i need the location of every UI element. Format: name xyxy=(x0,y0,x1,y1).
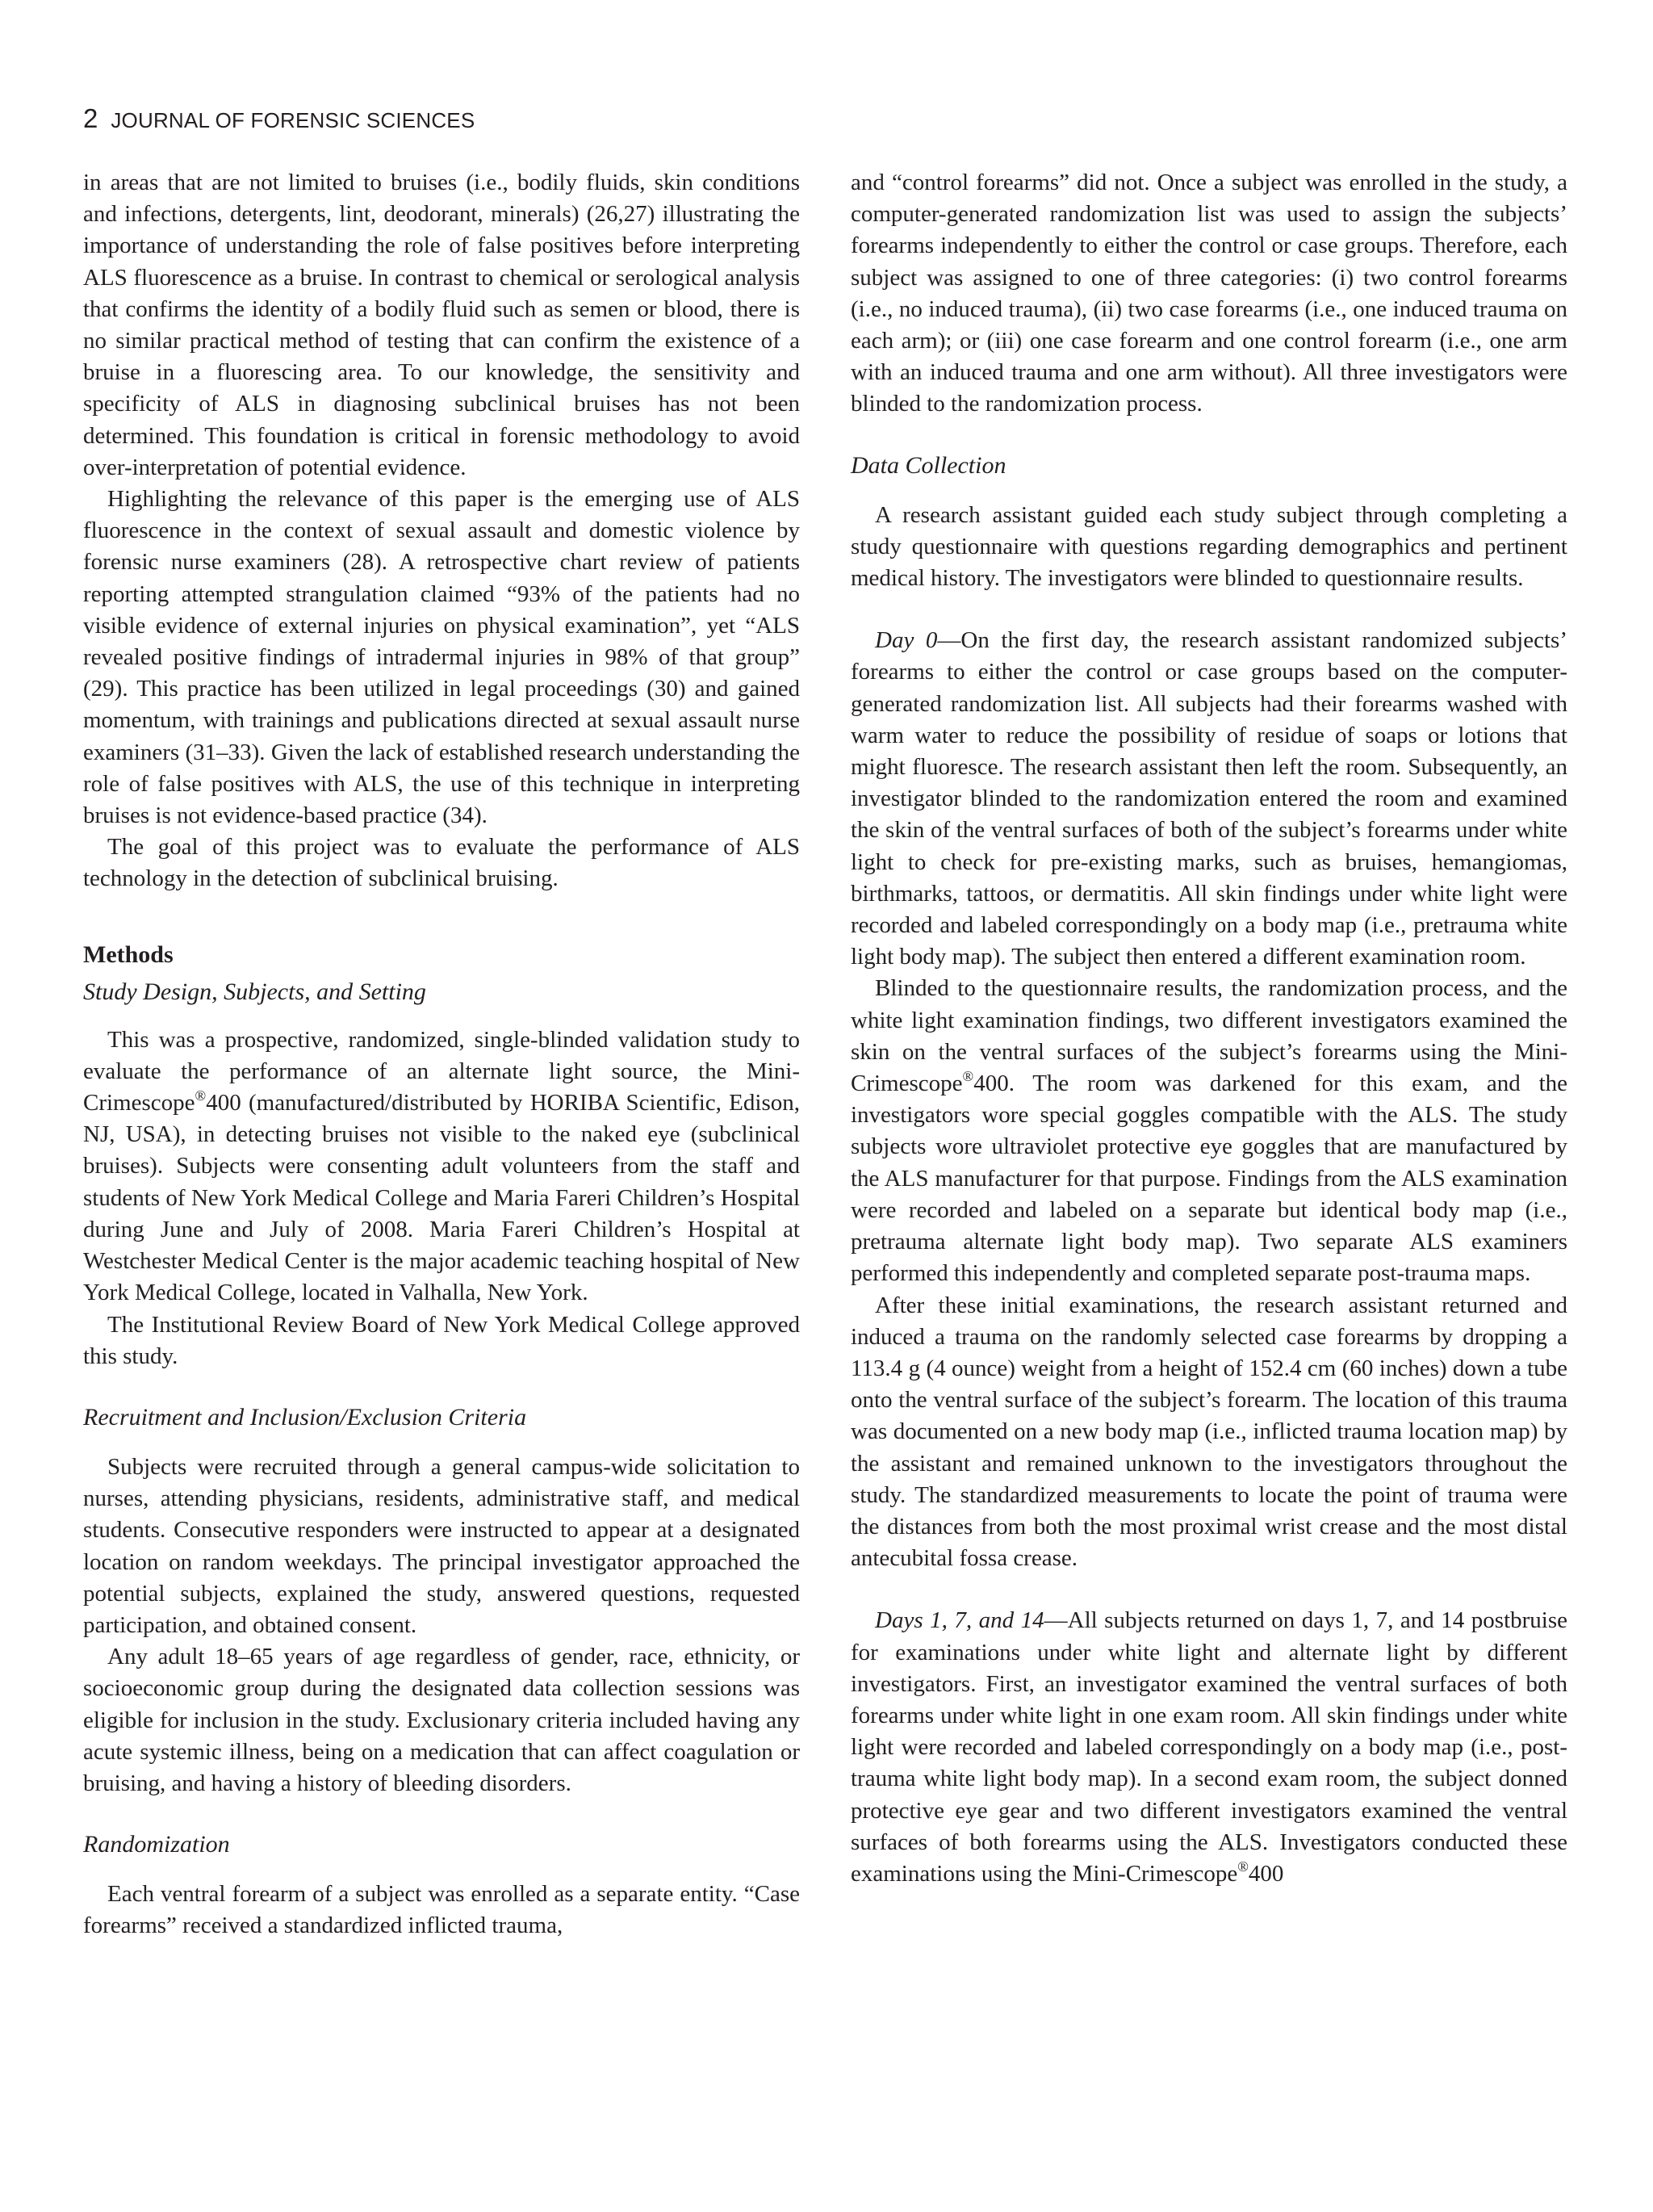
right-column xyxy=(851,167,1567,1890)
randomization-heading: Randomization xyxy=(83,1831,230,1858)
study-design-text-b: 400 (manufactured/distributed by HORIBA Scientific, Edison, NJ, USA), in detecting bruises not visible to the naked eye (subclinical bruises). Subjects were consenting adult volunteers from the staff and students of New York Medical College and Maria Fareri Children’s Hospital during June and July of 2008. Maria Fareri Children’s Hospital at Westchester Medical Center is the major academic teaching hospital of New York Medical College, located in Valhalla, New York. xyxy=(83,1090,800,1306)
day0-paragraph xyxy=(851,625,1567,973)
randomization-paragraph: Each ventral forearm of a subject was enrolled as a separate entity. “Case forearms” received a standardized inflicted trauma, xyxy=(83,1881,800,1939)
registered-mark: ® xyxy=(962,1068,974,1085)
registered-mark: ® xyxy=(195,1087,207,1104)
left-column xyxy=(83,167,800,1942)
study-design-heading: Study Design, Subjects, and Setting xyxy=(83,978,426,1005)
day0-label: Day 0 xyxy=(875,627,938,654)
intro-continued-paragraph: in areas that are not limited to bruises (i.e., bodily fluids, skin conditions and infections, detergents, lint, deodorant, minerals) (26,27) illustrating the importance of understanding the role of false positives before interpreting ALS fluorescence as a bruise. In contrast to chemical or serological analysis that confirms the identity of a bodily fluid such as semen or blood, there is no similar practical method of testing that can confirm the existence of a bruise in a fluorescing area. To our knowledge, the sensitivity and specificity of ALS in diagnosing subclinical bruises has not been determined. This foundation is critical in forensic methodology to avoid over-interpretation of potential evidence. xyxy=(83,170,800,480)
study-design-text-a: This was a prospective, randomized, single-blinded validation study to evaluate the performance of an alternate light source, the Mini-Crimescope xyxy=(83,1026,800,1116)
followup-days-text-a: —All subjects returned on days 1, 7, and 14 postbruise for examinations under white light and alternate light by different investigators. First, an investigator examined the ventral surfaces of both forearms under white light in one exam room. All skin findings under white light were recorded and labeled correspondingly on a body map (i.e., post-trauma white light body map). In a second exam room, the subject donned protective eye gear and two different investigators examined the ventral surfaces of both forearms using the ALS. Investigators conducted these examinations using the Mini-Crimescope xyxy=(851,1607,1568,1887)
methods-heading: Methods xyxy=(83,941,174,968)
day0-text: —On the first day, the research assistant randomized subjects’ forearms to either the control or case groups based on the computer-generated randomization list. All subjects had their forearms washed with warm water to reduce the possibility of residue of soaps or lotions that might fluoresce. The research assistant then left the room. Subsequently, an investigator blinded to the randomization entered the room and examined the skin of the ventral surfaces of both of the subject’s forearms under white light to check for pre-existing marks, such as bruises, hemangiomas, birthmarks, tattoos, or dermatitis. All skin findings under white light were recorded and labeled correspondingly on a body map (i.e., pretrauma white light body map). The subject then entered a different examination room. xyxy=(851,627,1567,970)
highlighting-paragraph: Highlighting the relevance of this paper is the emerging use of ALS fluorescence in the context of sexual assault and domestic violence by forensic nurse examiners (28). A retrospective chart review of patients reporting attempted strangulation claimed “93% of the patients had no visible evidence of external injuries on physical examination”, yet “ALS revealed positive findings of intradermal injuries in 98% of that group” (29). This practice has been utilized in legal proceedings (30) and gained momentum, with trainings and publications directed at sexual assault nurse examiners (31–33). Given the lack of established research understanding the role of false positives with ALS, the use of this technique in interpreting bruises is not evidence-based practice (34). xyxy=(83,486,800,829)
followup-days-label: Days 1, 7, and 14 xyxy=(875,1607,1044,1634)
irb-paragraph: The Institutional Review Board of New York Medical College approved this study. xyxy=(83,1311,800,1369)
eligibility-paragraph: Any adult 18–65 years of age regardless of gender, race, ethnicity, or socioeconomic group during the designated data collection sessions was eligible for inclusion in the study. Exclusionary criteria included having any acute systemic illness, being on a medication that can affect coagulation or bruising, and having a history of bleeding disorders. xyxy=(83,1644,800,1796)
page-number: 2 xyxy=(83,103,98,133)
running-header xyxy=(83,103,475,134)
study-design-paragraph xyxy=(83,1024,800,1309)
blinded-paragraph xyxy=(851,973,1567,1289)
recruitment-paragraph: Subjects were recruited through a general campus-wide solicitation to nurses, attending physicians, residents, administrative staff, and medical students. Consecutive responders were instructed to appear at a designated location on random weekdays. The principal investigator approached the potential subjects, explained the study, answered questions, requested participation, and obtained consent. xyxy=(83,1453,800,1638)
journal-name: JOURNAL OF FORENSIC SCIENCES xyxy=(111,108,475,132)
trauma-induction-paragraph: After these initial examinations, the research assistant returned and induced a trauma on the randomly selected case forearms by dropping a 113.4 g (4 ounce) weight from a height of 152.4 cm (60 inches) down a tube onto the ventral surface of the subject’s forearm. The location of this trauma was documented on a new body map (i.e., inflicted trauma location map) by the assistant and remained unknown to the investigators throughout the study. The standardized measurements to locate the point of trauma were the distances from both the most proximal wrist crease and the most distal antecubital fossa crease. xyxy=(851,1292,1567,1572)
data-collection-paragraph: A research assistant guided each study subject through completing a study questionnaire with questions regarding demographics and pertinent medical history. The investigators were blinded to questionnaire results. xyxy=(851,501,1567,592)
recruitment-heading: Recruitment and Inclusion/Exclusion Criteria xyxy=(83,1403,527,1431)
goal-paragraph: The goal of this project was to evaluate the performance of ALS technology in the detection of subclinical bruising. xyxy=(83,834,800,892)
followup-days-paragraph xyxy=(851,1605,1567,1890)
randomization-continued-paragraph: and “control forearms” did not. Once a subject was enrolled in the study, a computer-generated randomization list was used to assign the subjects’ forearms independently to either the control or case groups. Therefore, each subject was assigned to one of three categories: (i) two control forearms (i.e., no induced trauma), (ii) two case forearms (i.e., one induced trauma on each arm); or (iii) one case forearm and one control forearm (i.e., one arm with an induced trauma and one arm without). All three investigators were blinded to the randomization process. xyxy=(851,170,1567,417)
data-collection-heading: Data Collection xyxy=(851,451,1006,479)
blinded-text-b: 400. The room was darkened for this exam, and the investigators wore special goggles compatible with the ALS. The study subjects wore ultraviolet protective eye goggles that are manufactured by the ALS manufacturer for that purpose. Findings from the ALS examination were recorded and labeled on a separate but identical body map (i.e., pretrauma alternate light body map). Two separate ALS examiners performed this independently and completed separate post-trauma maps. xyxy=(851,1070,1567,1287)
registered-mark: ® xyxy=(1237,1858,1249,1875)
blinded-text-a: Blinded to the questionnaire results, the randomization process, and the white light examination findings, two different investigators examined the skin on the ventral surfaces of the subject’s forearms using the Mini-Crimescope xyxy=(851,975,1567,1097)
followup-days-text-b: 400 xyxy=(1248,1860,1284,1887)
